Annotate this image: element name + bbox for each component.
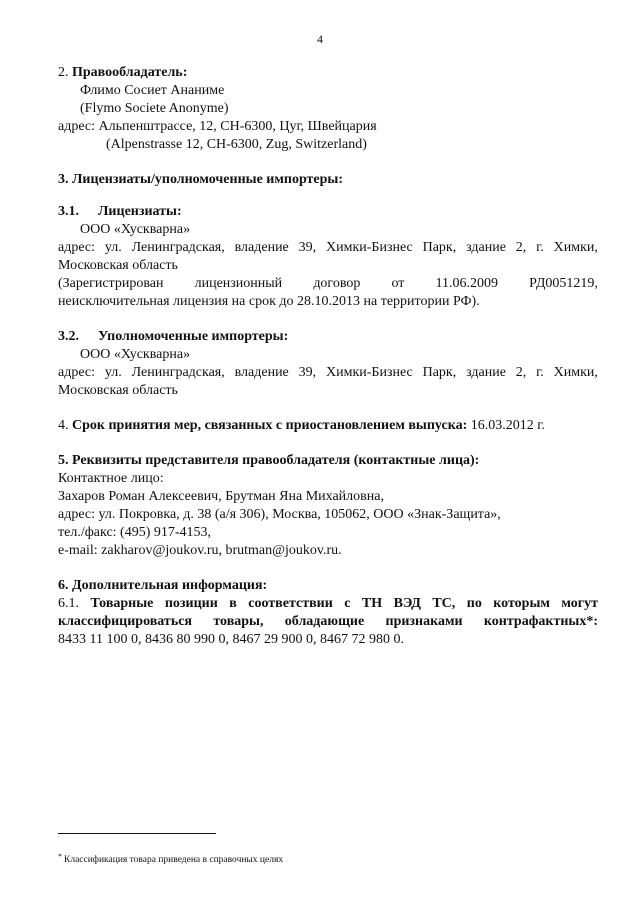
footnote-text: Классификация товара приведена в справочных целях [64, 855, 284, 865]
importer-company: ООО «Хускварна» [80, 347, 191, 362]
section-number: 5. [58, 453, 69, 468]
subsection-6-1-line1: 6.1. Товарные позиции в соответствии с ТН ВЭД ТС, по которым могут [58, 596, 598, 611]
subsection-3-1-heading [58, 203, 598, 221]
contact-email: e-mail: zakharov@joukov.ru, brutman@joukov.ru. [58, 543, 342, 558]
subsection-6-1-line2: классифицироваться товары, обладающие признаками контрафактных*: [58, 614, 598, 629]
rightholder-address-en: (Alpenstrasse 12, CH-6300, Zug, Switzerland) [106, 137, 367, 152]
section-number: 3. [58, 172, 69, 187]
contact-label: Контактное лицо: [58, 471, 164, 486]
footnote-divider [58, 833, 216, 834]
tariff-codes: 8433 11 100 0, 8436 80 990 0, 8467 29 900 0, 8467 72 980 0. [58, 632, 404, 647]
section-title: Лицензиаты/уполномоченные импортеры: [72, 172, 344, 187]
section-number: 2. [58, 65, 69, 80]
subsection-number: 3.2. [58, 329, 79, 344]
importer-address-line1: адрес: ул. Ленинградская, владение 39, Химки-Бизнес Парк, здание 2, г. Химки, [58, 365, 598, 380]
subsection-title: Уполномоченные импортеры: [98, 329, 289, 344]
section-title: Реквизиты представителя правообладателя (контактные лица): [72, 453, 480, 468]
contact-address: адрес: ул. Покровка, д. 38 (а/я 306), Москва, 105062, ООО «Знак-Защита», [58, 507, 501, 522]
subsection-3-2-heading [58, 328, 598, 346]
license-registration-line1: (Зарегистрирован лицензионный договор от 11.06.2009 РД0051219, [58, 276, 598, 291]
rightholder-name-ru: Флимо Сосиет Ананиме [80, 83, 225, 98]
licensee-address-line2: Московская область [58, 258, 178, 273]
section-5-heading [58, 452, 598, 470]
section-title: Дополнительная информация: [72, 578, 268, 593]
license-registration-line2: неисключительная лицензия на срок до 28.10.2013 на территории РФ). [58, 294, 480, 309]
contact-names: Захаров Роман Алексеевич, Брутман Яна Михайловна, [58, 489, 384, 504]
licensee-address-line1: адрес: ул. Ленинградская, владение 39, Химки-Бизнес Парк, здание 2, г. Химки, [58, 240, 598, 255]
section-2-heading [58, 64, 598, 82]
section-title: Срок принятия мер, связанных с приостановлением выпуска: [72, 418, 468, 433]
licensee-company: ООО «Хускварна» [80, 222, 191, 237]
subsection-title: Лицензиаты: [98, 204, 182, 219]
rightholder-address-ru: адрес: Альпенштрассе, 12, CH-6300, Цуг, Швейцария [58, 119, 377, 134]
subsection-number: 6.1. [58, 596, 79, 611]
footnote [58, 852, 284, 865]
subsection-number: 3.1. [58, 204, 79, 219]
footnote-mark: * [58, 852, 62, 861]
document-body [58, 64, 598, 649]
section-6-heading [58, 577, 598, 595]
section-number: 6. [58, 578, 69, 593]
section-title: Правообладатель: [72, 65, 188, 80]
rightholder-name-en: (Flymo Societe Anonyme) [80, 101, 229, 116]
importer-address-line2: Московская область [58, 383, 178, 398]
page-number: 4 [317, 32, 323, 46]
contact-phone: тел./факс: (495) 917-4153, [58, 525, 212, 540]
section-3-heading [58, 171, 598, 189]
section-4-heading [58, 417, 598, 435]
section-number: 4. [58, 418, 69, 433]
release-suspension-date: 16.03.2012 г. [470, 418, 545, 433]
